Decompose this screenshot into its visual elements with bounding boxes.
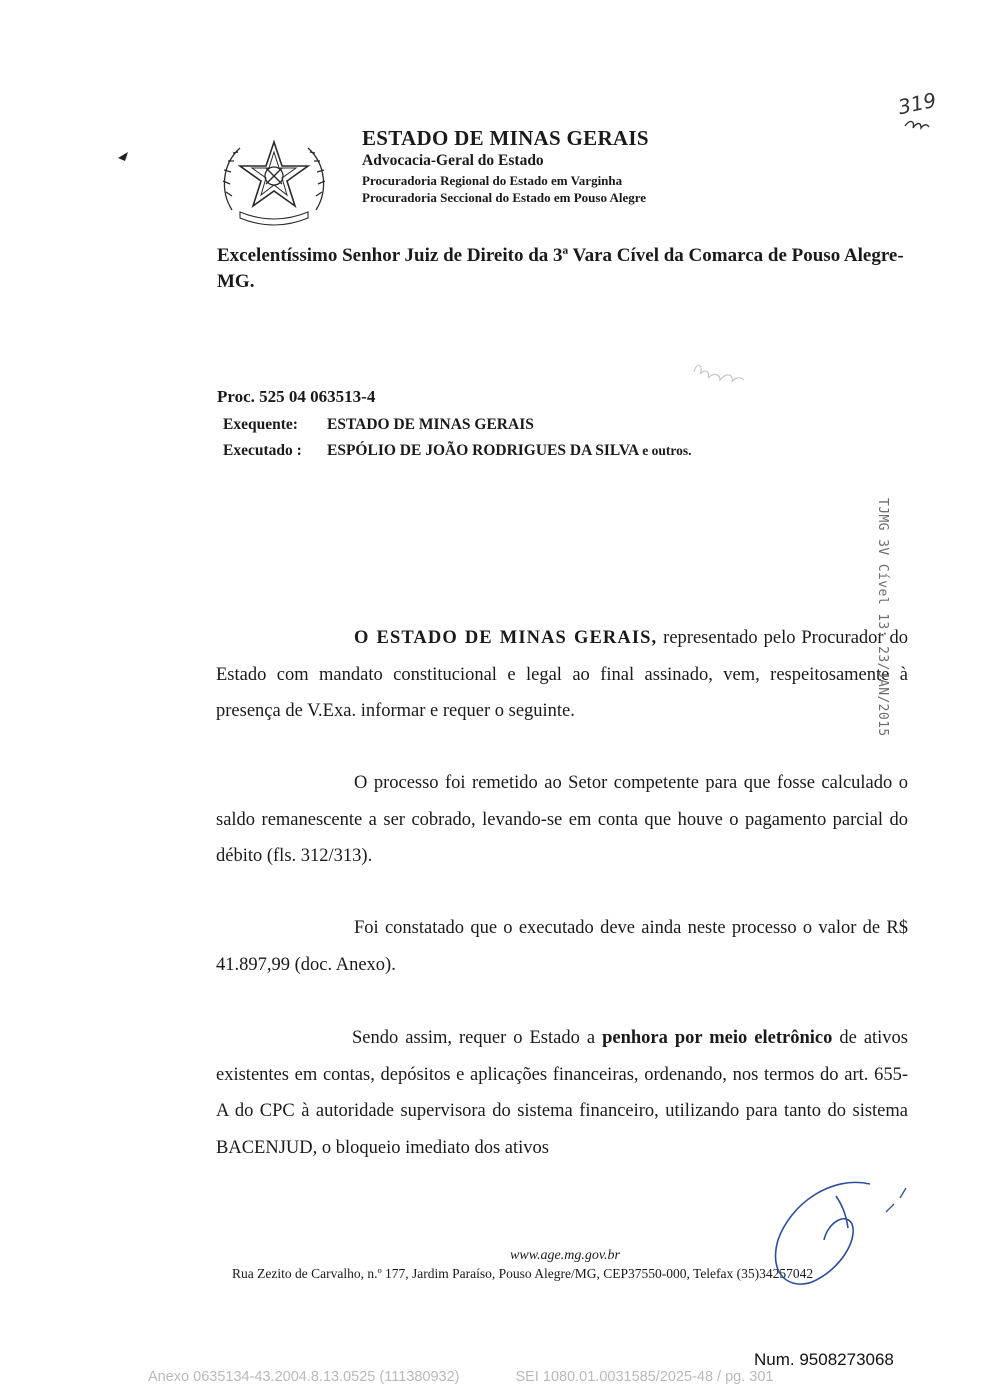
stamp-date: 23/JAN/2015 bbox=[875, 646, 890, 737]
executado-suffix: e outros. bbox=[642, 443, 692, 458]
paragraph-4-text: de ativos existentes em contas, depósitos e aplicações financeiras, ordenando, nos termos do art. 655-A do CPC à autoridade supervisora do sistema financeiro, utilizando para tanto do sistema BACENJUD, o bloqueio imediato dos ativos bbox=[216, 1028, 909, 1158]
letterhead-regional-office: Procuradoria Regional do Estado em Varginha bbox=[362, 173, 623, 188]
paragraph-2-text: O processo foi remetido ao Setor competente para que fosse calculado o saldo remanescente a ser cobrado, levando-se em conta que houve o pagamento parcial do débito (fls. 312/313). bbox=[216, 773, 908, 866]
addressee: Excelentíssimo Senhor Juiz de Direito da 3ª Vara Cível da Comarca de Pouso Alegre-MG. bbox=[217, 245, 904, 292]
handwritten-page-number: 319 bbox=[895, 87, 939, 120]
paragraph-2 bbox=[216, 765, 908, 875]
paragraph-4-start: Sendo assim, requer o Estado a bbox=[352, 1028, 596, 1048]
handwritten-initials bbox=[905, 122, 929, 128]
letterhead-sectional-office: Procuradoria Seccional do Estado em Pouso Alegre bbox=[362, 190, 647, 205]
annex-reference bbox=[148, 1369, 773, 1385]
faint-scribble bbox=[694, 365, 744, 382]
margin-arrow-mark bbox=[118, 152, 128, 161]
annex-left: Anexo 0635134-43.2004.8.13.0525 (111380932) bbox=[148, 1369, 460, 1385]
paragraph-3-text: Foi constatado que o executado deve ainda neste processo o valor de R$ 41.897,99 (doc. Anexo). bbox=[216, 918, 908, 975]
paragraph-1-lead: O ESTADO DE MINAS GERAIS, bbox=[354, 628, 658, 648]
exequente-line bbox=[223, 416, 534, 434]
annex-right: SEI 1080.01.0031585/2025-48 / pg. 301 bbox=[515, 1369, 774, 1385]
process-number: Proc. 525 04 063513-4 bbox=[217, 387, 376, 406]
letterhead-title: ESTADO DE MINAS GERAIS bbox=[362, 126, 649, 150]
exequente-label: Exequente: bbox=[223, 416, 298, 433]
footer-website: www.age.mg.gov.br bbox=[510, 1248, 620, 1263]
executado-value: ESPÓLIO DE JOÃO RODRIGUES DA SILVA bbox=[327, 442, 639, 459]
paragraph-1 bbox=[216, 620, 908, 730]
exequente-value: ESTADO DE MINAS GERAIS bbox=[327, 416, 534, 433]
paragraph-1-text: representado pelo Procurador do Estado com mandato constitucional e legal ao final assinado, vem, respeitosamente à presença de V.Exa. informar e requer o seguinte. bbox=[216, 628, 908, 721]
paragraph-3 bbox=[216, 910, 908, 983]
executado-label: Executado : bbox=[223, 442, 302, 459]
document-number: Num. 9508273068 bbox=[754, 1350, 894, 1369]
executado-line bbox=[223, 442, 692, 460]
state-coat-of-arms-icon bbox=[218, 136, 330, 228]
court-protocol-stamp bbox=[875, 498, 890, 737]
paragraph-4 bbox=[216, 1020, 908, 1166]
footer-address: Rua Zezito de Carvalho, n.º 177, Jardim Paraíso, Pouso Alegre/MG, CEP37550-000, Telefax (35)34257042 bbox=[232, 1266, 814, 1281]
paragraph-4-bold: penhora por meio eletrônico bbox=[602, 1028, 833, 1048]
stamp-court: TJMG 3V Cível 13: bbox=[875, 498, 890, 638]
letterhead-agency: Advocacia-Geral do Estado bbox=[362, 152, 544, 169]
signature-stroke bbox=[886, 1188, 906, 1212]
